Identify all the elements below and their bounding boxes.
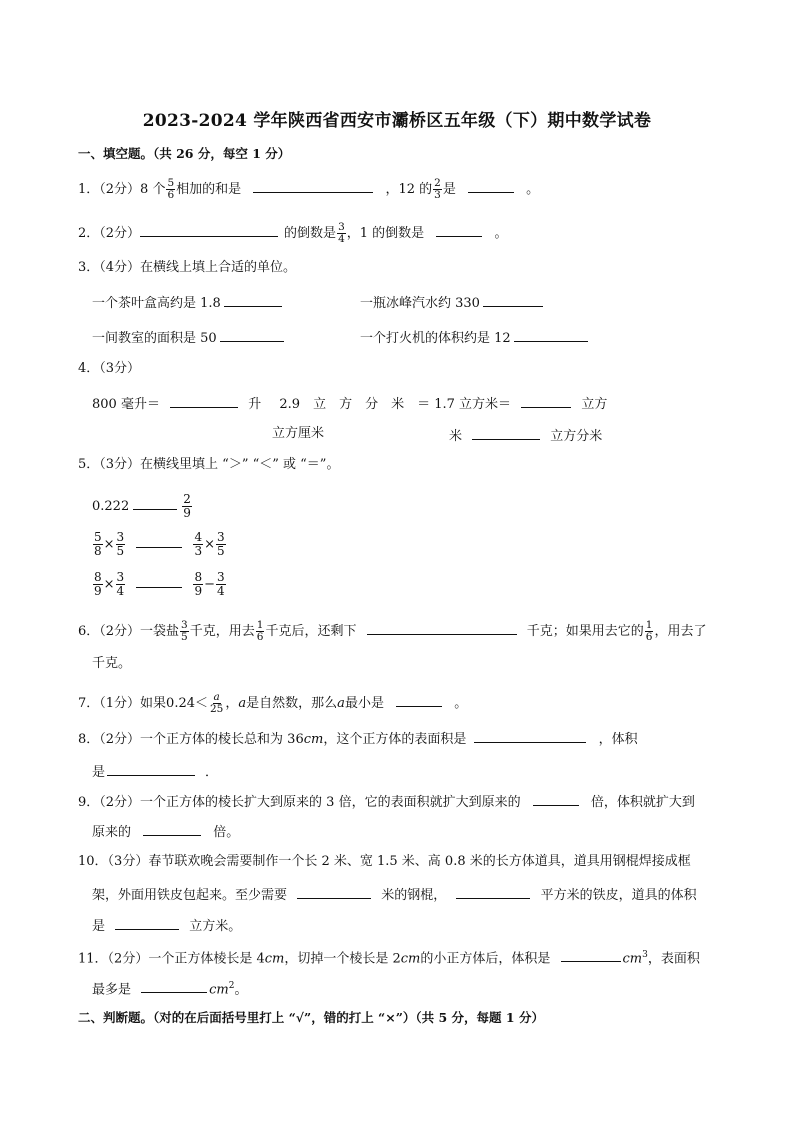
variable-a: a [337, 696, 345, 711]
q11-text-e: 最多是 [92, 982, 132, 998]
q10-text-c: 米的钢棍， [381, 888, 447, 903]
q7-text-g: 。 [454, 696, 468, 711]
question-1 [78, 178, 539, 201]
answer-blank[interactable] [533, 792, 579, 806]
operator: × [103, 537, 115, 552]
unit-cm: cm [400, 951, 421, 967]
fraction: $\frac{8}{9}$ [94, 570, 102, 598]
q4-line-2 [449, 426, 602, 445]
answer-blank[interactable] [468, 179, 514, 193]
q7-text-a: 7．（1分）如果0.24＜ [78, 696, 208, 711]
unit-cm: cm [622, 951, 643, 967]
q2-text-d: 。 [494, 226, 508, 241]
q4-text-e: 立方 [581, 397, 608, 412]
fraction: $\frac{4}{3}$ [194, 530, 203, 558]
q3-item-text: 一瓶冰峰汽水约 330 [360, 296, 480, 311]
answer-blank[interactable] [514, 328, 588, 342]
q2-text-b: 的倒数是 [284, 226, 337, 241]
q3-item-1 [92, 293, 282, 312]
q5-row-1 [92, 490, 193, 524]
section-fill-blank: 一、填空题。（共 26 分，每空 1 分） [78, 146, 291, 161]
unit-cm: cm [303, 732, 324, 747]
q6-text-e: ，用去了 [654, 624, 707, 639]
q9-text-a: 9．（2分）一个正方体的棱长扩大到原来的 3 倍，它的表面积就扩大到原来的 [78, 795, 521, 810]
q6-text-d: 千克；如果用去它的 [526, 624, 644, 639]
q3-item-4 [360, 328, 588, 347]
q1-text-d: 是 [442, 182, 456, 197]
variable-a: a [238, 696, 247, 711]
q7-text-f: 最小是 [344, 696, 384, 711]
unit-cm: cm [264, 951, 285, 967]
answer-blank[interactable] [136, 534, 182, 548]
q5-row-3 [92, 568, 227, 602]
q9-text-b: 倍，体积就扩大到 [590, 795, 695, 810]
question-7 [78, 692, 467, 715]
fraction: $\frac{1}{6}$ [256, 619, 264, 643]
operator: × [204, 537, 216, 552]
answer-blank[interactable] [143, 822, 201, 836]
question-5-heading: 5．（3分）在横线里填上 “＞” “＜” 或 “＝”。 [78, 457, 340, 472]
q8-continued [92, 762, 218, 781]
q11-text-d: ，表面积 [647, 951, 700, 967]
q3-item-text: 一个茶叶盒高约是 1.8 [92, 296, 221, 311]
q11-text-c: 的小正方体后，体积是 [420, 951, 551, 967]
q4-text-c: 2.9 立 方 分 米 ＝ [279, 397, 431, 412]
answer-blank[interactable] [136, 574, 182, 588]
q4-text-a: 800 毫升＝ [92, 397, 160, 412]
section-true-false: 二、判断题。（对的在后面括号里打上 “√”，错的打上 “×”）（共 5 分，每题 1 分） [78, 1010, 544, 1025]
fraction: $\frac{3}{4}$ [338, 221, 345, 245]
operator: × [103, 577, 115, 592]
q3-item-text: 一个打火机的体积约是 12 [360, 331, 511, 346]
q4-text-b: 升 [248, 397, 262, 412]
q2-text-a: 2．（2分） [78, 226, 141, 241]
question-2 [78, 222, 507, 245]
question-8 [78, 729, 638, 748]
answer-blank[interactable] [141, 979, 207, 993]
q8-text-a: 8．（2分）一个正方体的棱长总和为 36 [78, 732, 304, 747]
q11-continued [92, 978, 248, 998]
q4-text-g: 米 [449, 429, 463, 444]
q10-text-f: 立方米。 [189, 919, 242, 934]
q6-continued: 千克。 [92, 656, 132, 671]
q9-text-d: 倍。 [213, 825, 240, 840]
answer-blank[interactable] [456, 885, 530, 899]
question-10: 10．（3分）春节联欢晚会需要制作一个长 2 米、宽 1.5 米、高 0.8 米的长方体道具，道具用钢棍焊接成框 [78, 854, 691, 869]
answer-blank[interactable] [561, 948, 621, 962]
fraction: $\frac{3}{5}$ [181, 619, 188, 643]
answer-blank[interactable] [220, 328, 284, 342]
q11-text-f: 。 [234, 982, 248, 998]
q7-text-d: 是自然数，那么 [246, 696, 338, 711]
exponent: 3 [642, 950, 648, 960]
q11-text-a: 11．（2分）一个正方体棱长是 4 [78, 951, 265, 967]
answer-blank[interactable] [115, 916, 179, 930]
question-6 [78, 620, 706, 643]
q6-text-b: 千克，用去 [189, 624, 255, 639]
q3-item-3 [92, 328, 284, 347]
fraction: $\frac{2}{3}$ [434, 177, 441, 201]
answer-blank[interactable] [521, 394, 571, 408]
unit-cm: cm [209, 982, 229, 998]
q1-text-e: 。 [526, 182, 540, 197]
answer-blank[interactable] [472, 426, 540, 440]
q10-line-3 [92, 916, 241, 935]
answer-blank[interactable] [474, 729, 586, 743]
q1-text-b: 相加的和是 [176, 182, 242, 197]
answer-blank[interactable] [170, 394, 238, 408]
fraction: $\frac{1}{6}$ [645, 619, 653, 643]
fraction: $\frac{2}{9}$ [183, 492, 191, 520]
answer-blank[interactable] [107, 762, 195, 776]
fraction: $\frac{5}{6}$ [167, 177, 175, 201]
fraction: $\frac{3}{4}$ [116, 570, 125, 598]
question-9 [78, 792, 695, 811]
q6-text-a: 6．（2分）一袋盐 [78, 624, 180, 639]
q5-value: 0.222 [92, 499, 130, 514]
q7-text-b: ， [225, 696, 239, 711]
fraction: $\frac{5}{8}$ [94, 530, 102, 558]
fraction: $\frac{3}{5}$ [116, 530, 125, 558]
exponent: 2 [228, 981, 235, 991]
answer-blank[interactable] [253, 179, 373, 193]
q8-text-e: ． [205, 765, 219, 780]
answer-blank[interactable] [367, 621, 517, 635]
q2-text-c: ，1 的倒数是 [346, 226, 425, 241]
q8-text-c: ，体积 [598, 732, 638, 747]
q3-item-2 [360, 293, 543, 312]
answer-blank[interactable] [140, 223, 278, 237]
q4-unit-cm3: 立方厘米 [272, 426, 325, 441]
q4-text-h: 立方分米 [550, 429, 603, 444]
q1-text-c: ，12 的 [385, 182, 433, 197]
q10-text-e: 是 [92, 919, 106, 934]
q1-text-a: 1．（2分）8 个 [78, 182, 166, 197]
q9-text-c: 原来的 [92, 825, 132, 840]
q8-text-d: 是 [92, 765, 106, 780]
q4-text-d: 1.7 立方米＝ [434, 397, 512, 412]
question-4-heading: 4．（3分） [78, 361, 141, 376]
answer-blank[interactable] [224, 293, 282, 307]
q4-line-1 [92, 394, 607, 413]
fraction: $\frac{a}{25}$ [210, 691, 224, 715]
answer-blank[interactable] [133, 496, 177, 510]
answer-blank[interactable] [297, 885, 371, 899]
q10-text-d: 平方米的铁皮，道具的体积 [540, 888, 697, 903]
q8-text-b: ，这个正方体的表面积是 [323, 732, 467, 747]
q10-text-b: 架，外面用铁皮包起来。至少需要 [92, 888, 288, 903]
answer-blank[interactable] [396, 693, 442, 707]
q3-item-text: 一间教室的面积是 50 [92, 331, 217, 346]
q6-text-c: 千克后，还剩下 [265, 624, 357, 639]
answer-blank[interactable] [483, 293, 543, 307]
answer-blank[interactable] [436, 223, 482, 237]
page-title: 2023-2024 学年陕西省西安市灞桥区五年级（下）期中数学试卷 [142, 111, 652, 131]
fraction: $\frac{3}{5}$ [217, 530, 225, 558]
fraction: $\frac{8}{9}$ [194, 570, 203, 598]
question-3-heading: 3．（4分）在横线上填上合适的单位。 [78, 260, 297, 275]
operator: − [204, 577, 216, 592]
q10-line-2 [92, 885, 697, 904]
question-11 [78, 947, 700, 967]
fraction: $\frac{3}{4}$ [217, 570, 225, 598]
q5-row-2 [92, 528, 227, 562]
q11-text-b: ，切掉一个棱长是 2 [284, 951, 401, 967]
q9-continued [92, 822, 239, 841]
